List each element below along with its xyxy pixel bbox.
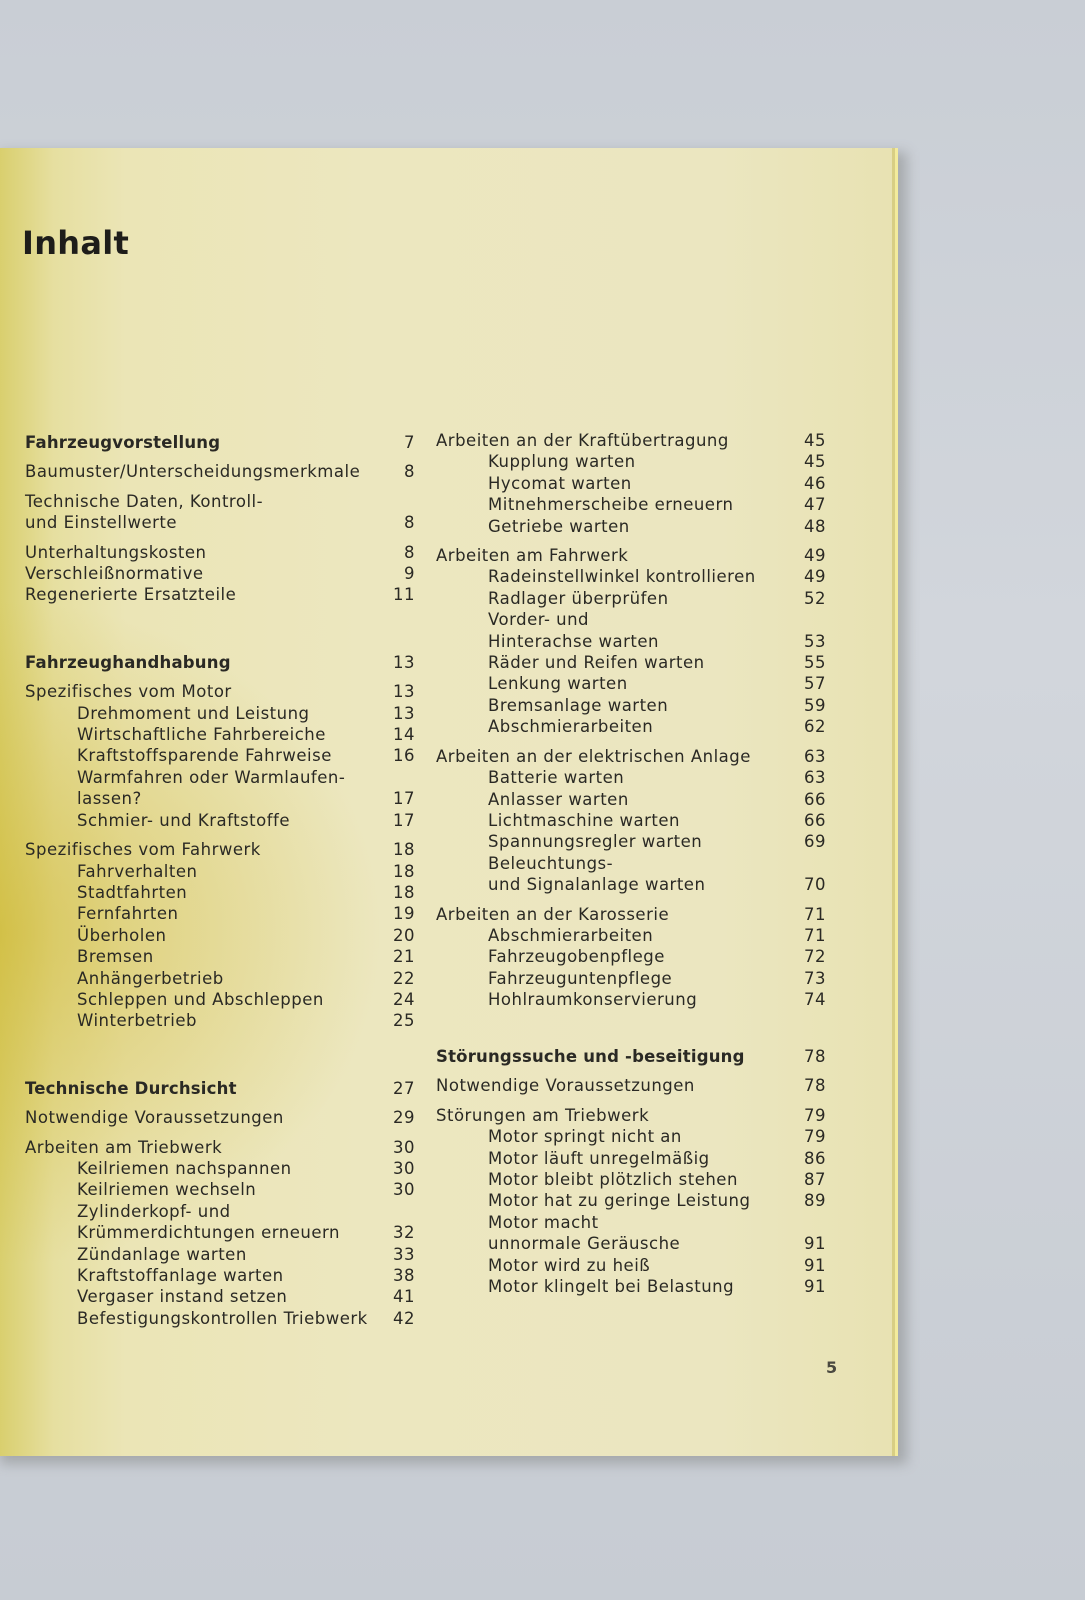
toc-left-column [25, 432, 415, 1329]
toc-entry-title: Hinterachse warten [488, 631, 659, 651]
toc-entry-title: Störungssuche und -beseitigung [436, 1047, 745, 1066]
toc-page-number: 19 [393, 904, 415, 924]
toc-entry-title: Arbeiten an der Karosserie [436, 904, 670, 924]
toc-entry-title: Drehmoment und Leistung [77, 703, 310, 723]
toc-subentry [436, 1255, 826, 1276]
toc-subentry [25, 767, 415, 788]
toc-page-number: 72 [804, 947, 826, 967]
toc-entry-title: Keilriemen wechseln [77, 1180, 257, 1200]
toc-entry-title: Keilriemen nachspannen [77, 1158, 292, 1178]
toc-spacer [25, 831, 415, 839]
toc-subentry [436, 874, 826, 895]
toc-entry [25, 461, 415, 482]
toc-entry-title: Fahrzeugvorstellung [25, 433, 221, 452]
toc-entry-title: Fahrzeuguntenpflege [488, 968, 673, 988]
toc-page-number: 47 [804, 495, 826, 515]
toc-page-number: 16 [393, 746, 415, 766]
toc-entry [25, 1107, 415, 1128]
toc-subentry [25, 724, 415, 745]
toc-subentry [436, 789, 826, 810]
toc-entry-title: Störungen am Triebwerk [436, 1105, 650, 1125]
toc-page-number: 13 [393, 703, 415, 723]
toc-subentry [436, 716, 826, 737]
toc-page-number: 30 [393, 1137, 415, 1157]
toc-subentry [436, 946, 826, 967]
toc-page-number: 78 [804, 1076, 826, 1096]
toc-subentry [25, 745, 415, 766]
toc-page-number: 45 [804, 452, 826, 472]
toc-subentry [25, 1286, 415, 1307]
toc-page-number: 22 [393, 968, 415, 988]
toc-entry [25, 563, 415, 584]
toc-entry-title: Fernfahrten [77, 904, 179, 924]
toc-entry-title: Technische Durchsicht [25, 1078, 237, 1098]
toc-subentry [436, 588, 826, 609]
toc-entry-title: Motor macht [488, 1212, 599, 1232]
toc-subentry [25, 1265, 415, 1286]
toc-page-number: 63 [804, 768, 826, 788]
toc-subentry [436, 695, 826, 716]
toc-entry-title: Technische Daten, Kontroll- [25, 491, 264, 511]
toc-page-number: 25 [393, 1011, 415, 1031]
toc-entry-title: Vergaser instand setzen [77, 1287, 288, 1307]
toc-entry-title: Radlager überprüfen [488, 588, 669, 608]
toc-entry-title: Abschmierarbeiten [488, 925, 654, 945]
toc-entry-title: Regenerierte Ersatzteile [25, 585, 237, 605]
toc-entry-title: Lichtmaschine warten [488, 810, 680, 830]
toc-page-number: 41 [393, 1287, 415, 1307]
toc-page-number: 59 [804, 695, 826, 715]
toc-page-number: 55 [804, 653, 826, 673]
toc-entry-title: Spannungsregler warten [488, 832, 703, 852]
toc-page-number: 14 [393, 725, 415, 745]
toc-page-number: 79 [804, 1127, 826, 1147]
toc-subentry [436, 989, 826, 1010]
toc-page-number: 33 [393, 1244, 415, 1264]
toc-entry [436, 904, 826, 925]
toc-entry [25, 839, 415, 860]
toc-page-number: 66 [804, 789, 826, 809]
toc-entry-title: Baumuster/Unterscheidungsmerkmale [25, 462, 361, 482]
toc-page-number: 8 [404, 542, 415, 562]
toc-page-number: 91 [804, 1234, 826, 1254]
page-title: Inhalt [22, 224, 130, 262]
toc-entry-title: lassen? [77, 789, 142, 809]
toc-page-number: 42 [393, 1308, 415, 1328]
toc-page-number: 11 [393, 585, 415, 605]
toc-subentry [436, 631, 826, 652]
toc-page-number: 38 [393, 1266, 415, 1285]
toc-entry-title: Stadtfahrten [77, 882, 188, 902]
toc-subentry [25, 788, 415, 809]
toc-page-number: 13 [393, 652, 415, 672]
toc-subentry [436, 652, 826, 673]
toc-page-number: 91 [804, 1277, 826, 1297]
toc-entry-title: Krümmerdichtungen erneuern [77, 1223, 340, 1243]
toc-page-number: 48 [804, 516, 826, 536]
toc-section-heading [436, 1046, 826, 1067]
toc-entry-title: Winterbetrieb [77, 1011, 197, 1031]
toc-subentry [25, 703, 415, 724]
toc-subentry [25, 968, 415, 989]
toc-subentry [436, 968, 826, 989]
toc-page-number: 30 [393, 1180, 415, 1200]
toc-entry-title: Batterie warten [488, 768, 625, 788]
toc-page-number: 17 [393, 789, 415, 809]
toc-spacer [25, 534, 415, 542]
toc-entry [25, 681, 415, 702]
toc-page-number: 18 [393, 861, 415, 881]
toc-entry-title: Mitnehmerscheibe erneuern [488, 495, 734, 515]
toc-subentry [25, 989, 415, 1010]
toc-entry-title: Motor wird zu heiß [488, 1255, 651, 1275]
toc-page-number: 71 [804, 904, 826, 924]
toc-subentry [436, 1233, 826, 1254]
toc-page-number: 69 [804, 832, 826, 852]
toc-subentry [25, 1010, 415, 1031]
toc-entry-title: Bremsanlage warten [488, 695, 669, 715]
toc-entry-title: Kraftstoffsparende Fahrweise [77, 746, 332, 766]
toc-page-number: 8 [404, 513, 415, 533]
toc-entry [25, 542, 415, 563]
toc-page-number: 18 [393, 882, 415, 902]
toc-entry-title: Wirtschaftliche Fahrbereiche [77, 725, 326, 745]
toc-entry [25, 491, 415, 512]
toc-page-number: 74 [804, 990, 826, 1010]
toc-page-number: 29 [393, 1108, 415, 1128]
toc-subentry [25, 1244, 415, 1265]
toc-subentry [436, 1276, 826, 1297]
toc-subentry [436, 451, 826, 472]
toc-subentry [25, 810, 415, 831]
toc-page-number: 87 [804, 1170, 826, 1190]
toc-page-number: 13 [393, 682, 415, 702]
toc-entry [25, 584, 415, 605]
page-number: 5 [826, 1358, 838, 1377]
toc-page-number: 66 [804, 810, 826, 830]
toc-entry-title: Motor springt nicht an [488, 1127, 682, 1147]
toc-subentry [25, 861, 415, 882]
toc-section-heading [25, 432, 415, 453]
toc-entry-title: Hohlraumkonservierung [488, 990, 698, 1010]
toc-page-number: 8 [404, 462, 415, 482]
toc-spacer [25, 1129, 415, 1137]
toc-spacer [436, 738, 826, 746]
toc-entry [25, 1137, 415, 1158]
toc-subentry [436, 473, 826, 494]
toc-section-heading [25, 652, 415, 673]
toc-subentry [25, 1158, 415, 1179]
book-page [0, 148, 898, 1456]
toc-entry-title: Überholen [77, 925, 167, 945]
toc-entry-title: Arbeiten an der elektrischen Anlage [436, 746, 751, 766]
toc-spacer [25, 606, 415, 652]
toc-subentry [436, 1169, 826, 1190]
toc-subentry [25, 882, 415, 903]
toc-page-number: 20 [393, 925, 415, 945]
toc-entry-title: Warmfahren oder Warmlaufen- [77, 767, 346, 787]
toc-spacer [436, 1097, 826, 1105]
toc-subentry [436, 831, 826, 852]
toc-page-number: 21 [393, 947, 415, 967]
toc-subentry [436, 494, 826, 515]
toc-spacer [25, 453, 415, 461]
toc-right-column-top [436, 430, 826, 1011]
toc-page-number: 86 [804, 1148, 826, 1168]
toc-entry-title: Motor hat zu geringe Leistung [488, 1191, 751, 1211]
toc-entry-title: Spezifisches vom Fahrwerk [25, 840, 261, 860]
toc-subentry [436, 609, 826, 630]
toc-entry-title: Anlasser warten [488, 789, 629, 809]
toc-entry-title: Motor läuft unregelmäßig [488, 1148, 710, 1168]
toc-entry [436, 746, 826, 767]
toc-subentry [25, 1222, 415, 1243]
toc-page-number: 53 [804, 631, 826, 651]
toc-entry-title: Beleuchtungs- [488, 853, 614, 873]
toc-entry-title: Fahrzeugobenpflege [488, 947, 665, 967]
toc-entry-title: Fahrzeughandhabung [25, 652, 231, 672]
toc-page-number: 89 [804, 1191, 826, 1211]
toc-entry-title: Bremsen [77, 947, 154, 967]
toc-entry-title: Motor bleibt plötzlich stehen [488, 1170, 738, 1190]
toc-page-number: 49 [804, 567, 826, 587]
toc-entry-title: Notwendige Voraussetzungen [436, 1076, 695, 1096]
toc-page-number: 70 [804, 875, 826, 895]
toc-entry-title: Arbeiten am Fahrwerk [436, 546, 629, 566]
toc-subentry [25, 1308, 415, 1329]
toc-subentry [436, 1126, 826, 1147]
toc-page-number: 9 [404, 564, 415, 584]
toc-page-number: 57 [804, 674, 826, 694]
toc-page-number: 73 [804, 968, 826, 988]
toc-entry-title: Befestigungskontrollen Triebwerk [77, 1308, 368, 1328]
toc-subentry [436, 1190, 826, 1211]
toc-subentry [436, 925, 826, 946]
toc-entry-title: Getriebe warten [488, 516, 630, 536]
toc-page-number: 32 [393, 1223, 415, 1243]
toc-page-number: 91 [804, 1255, 826, 1275]
toc-subentry [436, 673, 826, 694]
toc-entry [436, 545, 826, 566]
toc-entry [436, 1105, 826, 1126]
toc-page-number: 52 [804, 588, 826, 608]
toc-page-number: 46 [804, 473, 826, 493]
toc-section-heading [25, 1078, 415, 1099]
toc-page-number: 79 [804, 1105, 826, 1125]
toc-entry-title: Lenkung warten [488, 674, 628, 694]
toc-entry [436, 1075, 826, 1096]
toc-subentry [25, 1201, 415, 1222]
toc-entry-title: Unterhaltungskosten [25, 542, 207, 562]
toc-entry-title: Spezifisches vom Motor [25, 682, 232, 702]
toc-subentry [436, 516, 826, 537]
toc-spacer [25, 1032, 415, 1078]
toc-subentry [436, 853, 826, 874]
toc-entry-title: Räder und Reifen warten [488, 653, 705, 673]
toc-right-column-bottom [436, 1046, 826, 1297]
toc-entry-title: Abschmierarbeiten [488, 717, 654, 737]
toc-spacer [436, 1067, 826, 1075]
toc-entry-title: Zylinderkopf- und [77, 1201, 231, 1221]
toc-subentry [25, 1179, 415, 1200]
toc-subentry [436, 1212, 826, 1233]
toc-entry-title: Kupplung warten [488, 452, 636, 472]
toc-entry-title: Hycomat warten [488, 473, 632, 493]
toc-subentry [25, 903, 415, 924]
toc-entry-title: Verschleißnormative [25, 564, 204, 584]
toc-entry-title: Vorder- und [488, 610, 590, 630]
toc-entry-title: und Einstellwerte [25, 513, 178, 533]
toc-entry-title: Fahrverhalten [77, 861, 198, 881]
toc-subentry [436, 566, 826, 587]
toc-subentry [436, 1148, 826, 1169]
toc-page-number: 62 [804, 717, 826, 737]
toc-page-number: 78 [804, 1047, 826, 1066]
toc-entry-title: Kraftstoffanlage warten [77, 1266, 284, 1285]
toc-subentry [25, 946, 415, 967]
toc-page-number: 7 [404, 433, 415, 452]
toc-spacer [25, 673, 415, 681]
toc-page-number: 71 [804, 925, 826, 945]
toc-spacer [25, 483, 415, 491]
toc-page-number: 17 [393, 810, 415, 830]
toc-subentry [436, 810, 826, 831]
toc-page-number: 24 [393, 989, 415, 1009]
toc-subentry [25, 925, 415, 946]
toc-entry [25, 512, 415, 533]
toc-entry-title: Zündanlage warten [77, 1244, 247, 1264]
toc-page-number: 30 [393, 1158, 415, 1178]
toc-page-number: 27 [393, 1078, 415, 1098]
toc-spacer [436, 896, 826, 904]
toc-entry-title: Schleppen und Abschleppen [77, 989, 324, 1009]
toc-entry-title: Arbeiten am Triebwerk [25, 1137, 223, 1157]
toc-entry-title: Schmier- und Kraftstoffe [77, 810, 291, 830]
toc-entry-title: Notwendige Voraussetzungen [25, 1108, 284, 1128]
toc-page-number: 45 [804, 431, 826, 450]
toc-entry-title: Anhängerbetrieb [77, 968, 224, 988]
toc-spacer [25, 1099, 415, 1107]
toc-page-number: 18 [393, 840, 415, 860]
toc-entry-title: Motor klingelt bei Belastung [488, 1277, 735, 1297]
toc-page-number: 63 [804, 746, 826, 766]
toc-page-number: 49 [804, 546, 826, 566]
toc-subentry [436, 767, 826, 788]
toc-entry-title: unnormale Geräusche [488, 1234, 681, 1254]
toc-entry-title: Radeinstellwinkel kontrollieren [488, 567, 756, 587]
toc-entry-title: Arbeiten an der Kraftübertragung [436, 431, 729, 450]
toc-entry-title: und Signalanlage warten [488, 875, 706, 895]
toc-spacer [436, 537, 826, 545]
toc-entry [436, 430, 826, 451]
